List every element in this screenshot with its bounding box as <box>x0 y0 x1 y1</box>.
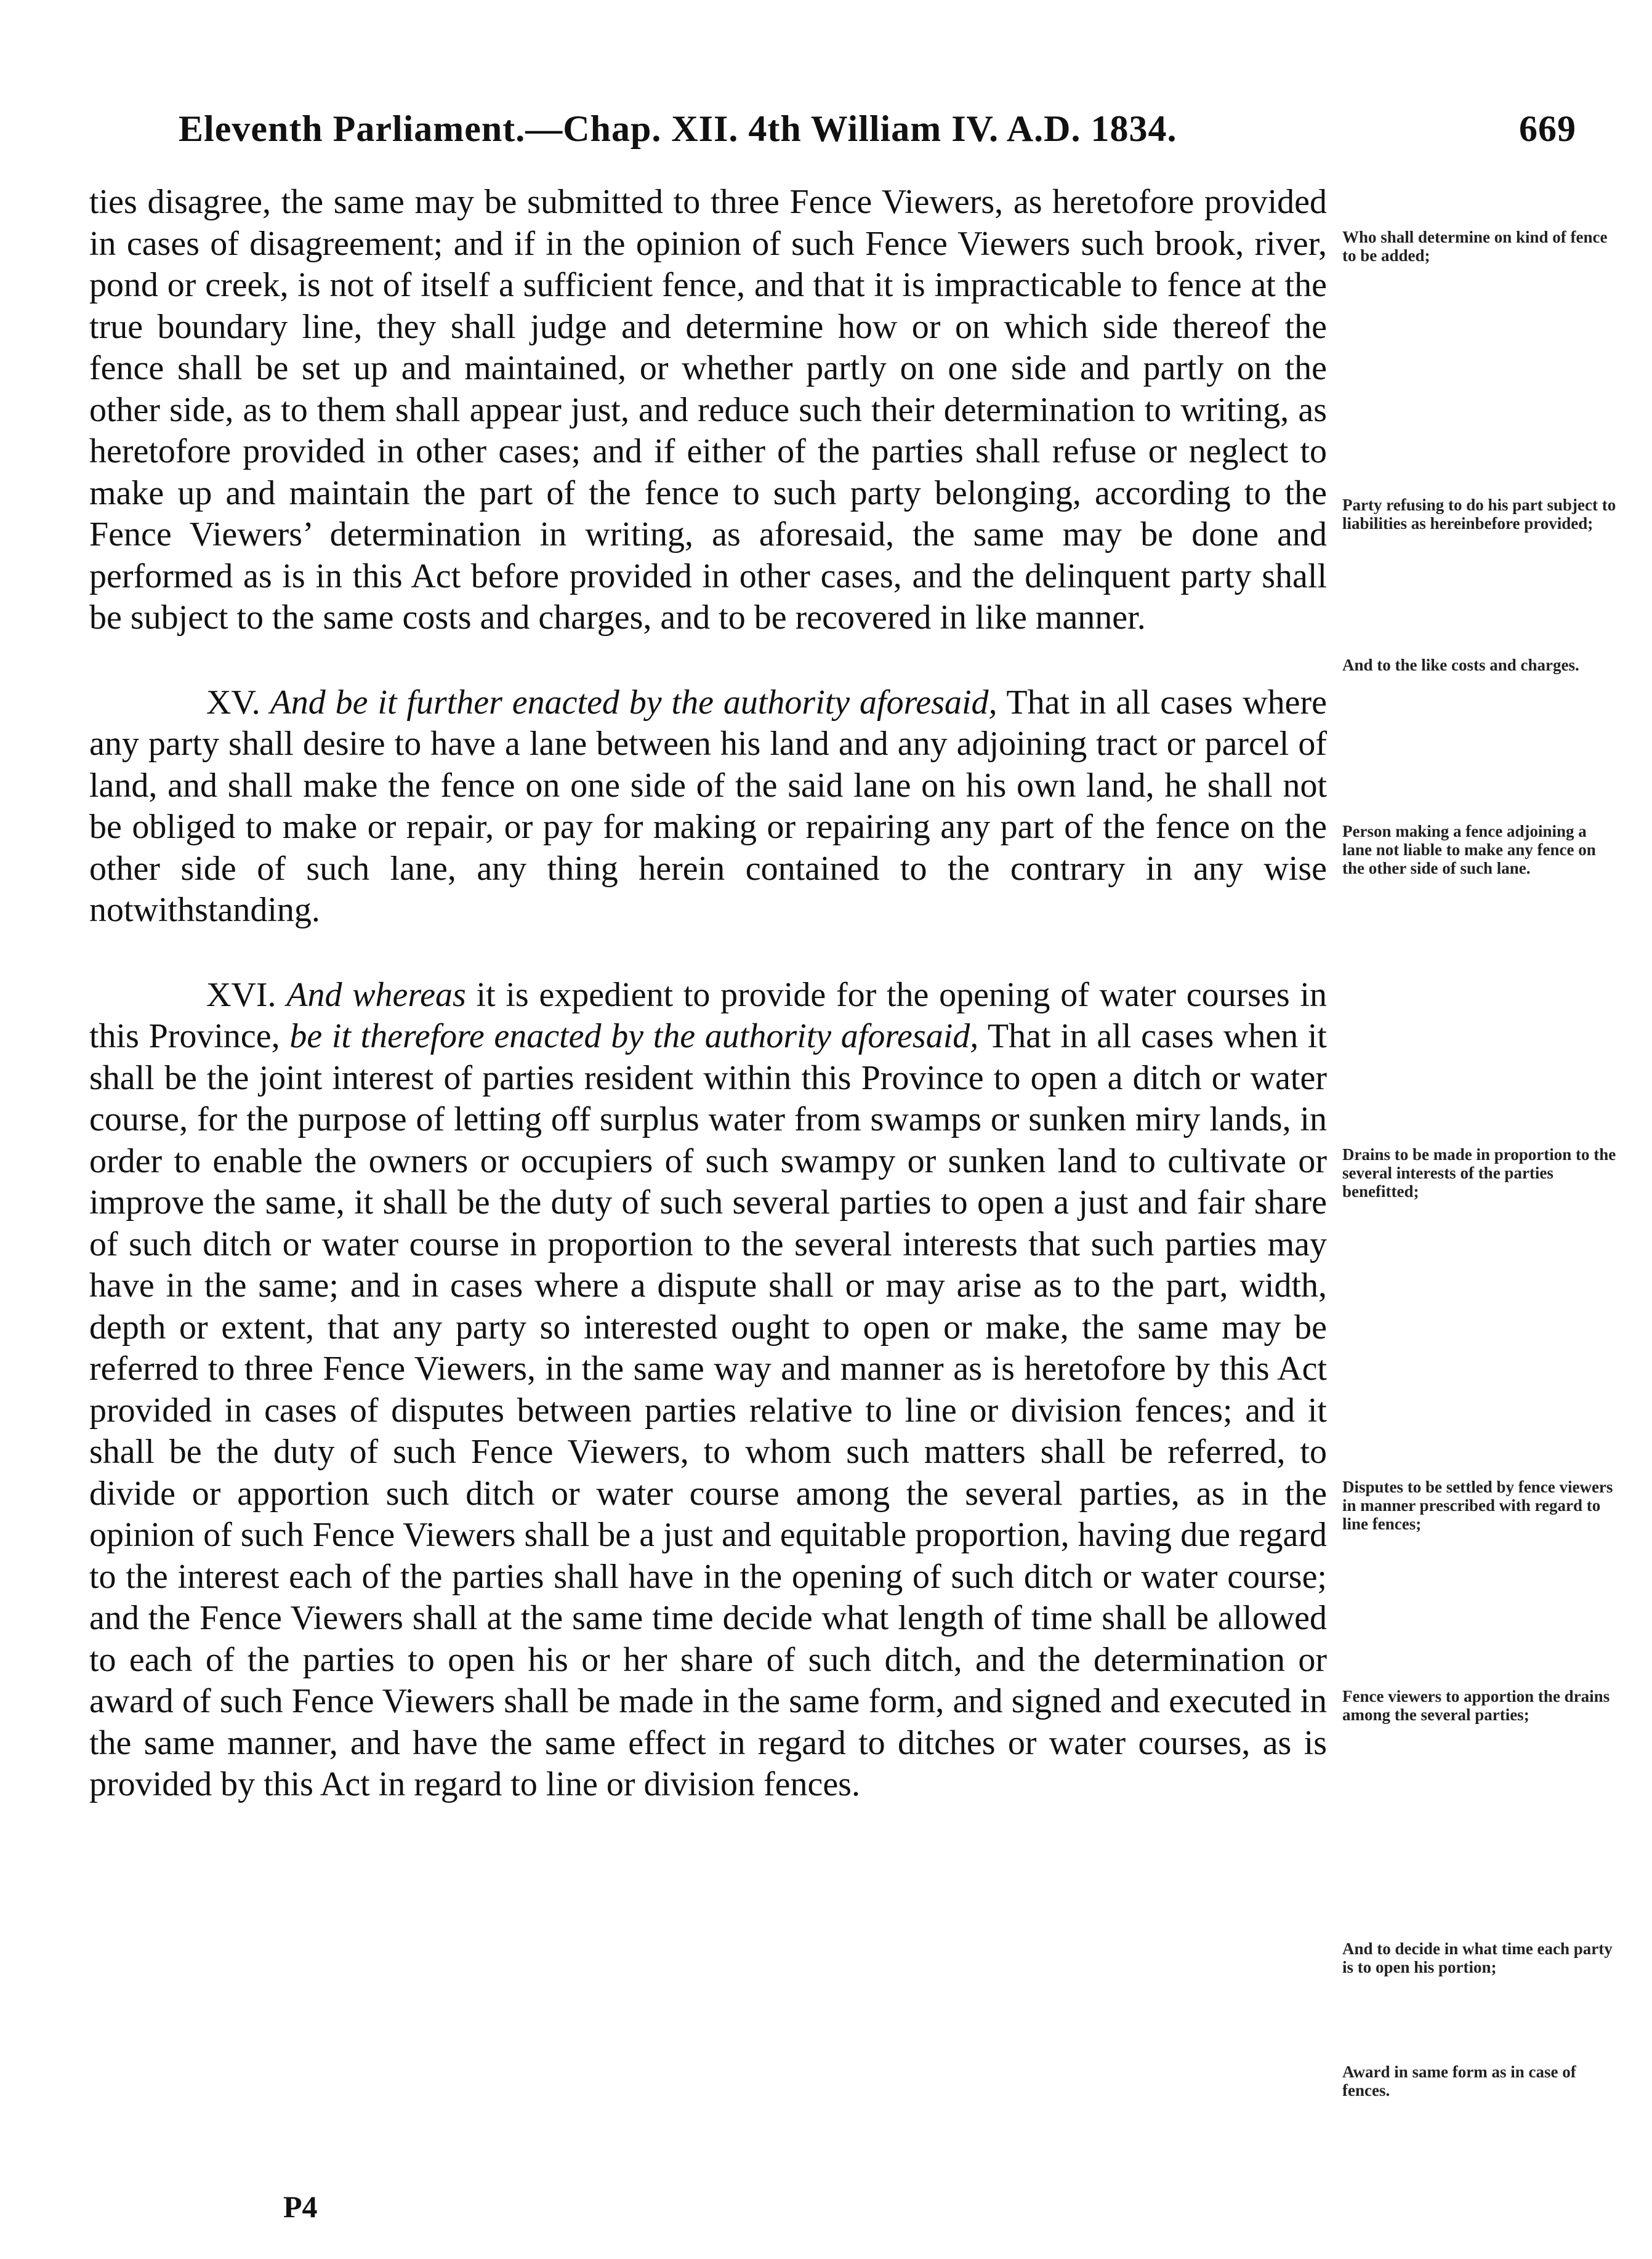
whereas-clause: And whereas <box>286 975 466 1014</box>
margin-note: Person making a fence adjoining a lane not liable to make any fence on the other side of such lane. <box>1342 822 1596 877</box>
page-number: 669 <box>1519 108 1576 149</box>
main-text <box>89 182 1327 1806</box>
section-number: XVI. <box>206 975 276 1014</box>
running-header <box>179 108 1576 163</box>
margin-note: Disputes to be settled by fence viewers in manner prescribed with regard to line fences; <box>1342 1478 1613 1533</box>
enacting-clause: And be it further enacted by the authority aforesaid, <box>270 683 997 722</box>
running-head: Eleventh Parliament.—Chap. XII. 4th William IV. A.D. 1834. <box>179 108 1177 149</box>
margin-note: And to decide in what time each party is to open his portion; <box>1342 1939 1613 1976</box>
enacting-clause: be it therefore enacted by the authority aforesaid, <box>289 1017 979 1055</box>
margin-note: Fence viewers to apportion the drains among the several parties; <box>1342 1687 1610 1724</box>
section-number: XV. <box>206 683 260 722</box>
margin-note: Party refusing to do his part subject to liabilities as hereinbefore provided; <box>1342 496 1616 533</box>
margin-note: And to the like costs and charges. <box>1342 656 1579 674</box>
preamble-text: it is expedient to provide for the opening of water courses in this Province, <box>89 975 1327 1055</box>
margin-note: Who shall determine on kind of fence to be added; <box>1342 228 1608 265</box>
section-text: That in all cases when it shall be the joint interest of parties resident within this Province to open a ditch or water course, for the purpose of letting off surplus water from swamps or sunken miry lands, in order to enable the owners or occupiers of such swampy or sunken land to cultivate or improve the same, it shall be the duty of such several parties to open a just and fair share of such ditch or water course in proportion to the several interests that such parties may have in the same; and in cases where a dispute shall or may arise as to the part, width, depth or extent, that any party so interested ought to open or make, the same may be referred to three Fence Viewers, in the same way and manner as is heretofore by this Act provided in cases of disputes between parties relative to line or division fences; and it shall be the duty of such Fence Viewers, to whom such matters shall be referred, to divide or apportion such ditch or water course among the several parties, as in the opinion of such Fence Viewers shall be a just and equitable proportion, having due regard to the interest each of the parties shall have in the opening of such ditch or water course; and the Fence Viewers shall at the same time decide what length of time shall be allowed to each of the parties to open his or her share of such ditch, and the determination or award of such Fence Viewers shall be made in the same form, and signed and executed in the same manner, and have the same effect in regard to ditches or water courses, as is provided by this Act in regard to line or division fences. <box>89 1017 1327 1803</box>
section-text: That in all cases where any party shall desire to have a lane between his land and any adjoining tract or parcel of land, and shall make the fence on one side of the said lane on his own land, he shall not be obliged to make or repair, or pay for making or repairing any part of the fence on the other side of such lane, any thing herein contained to the contrary in any wise notwithstanding. <box>89 683 1328 929</box>
signature-mark: P4 <box>283 2189 318 2224</box>
section-xv <box>89 682 1327 932</box>
margin-note: Award in same form as in case of fences. <box>1342 2063 1576 2100</box>
continued-paragraph: ties disagree, the same may be submitted to three Fence Viewers, as heretofore provided in cases of disagreement; and if in the opinion of such Fence Viewers such brook, river, pond or creek, is not of itself a sufficient fence, and that it is impracticable to fence at the true boundary line, they shall judge and determine how or on which side thereof the fence shall be set up and maintained, or whether partly on one side and partly on the other side, as to them shall appear just, and reduce such their determination to writing, as heretofore provided in other cases; and if either of the parties shall refuse or neglect to make up and maintain the part of the fence to such party belonging, according to the Fence Viewers’ determination in writing, as aforesaid, the same may be done and performed as is in this Act before provided in other cases, and the delinquent party shall be subject to the same costs and charges, and to be recovered in like manner. <box>89 183 1327 637</box>
section-xvi <box>89 975 1327 1806</box>
margin-note: Drains to be made in proportion to the several interests of the parties benefitted; <box>1342 1145 1616 1201</box>
